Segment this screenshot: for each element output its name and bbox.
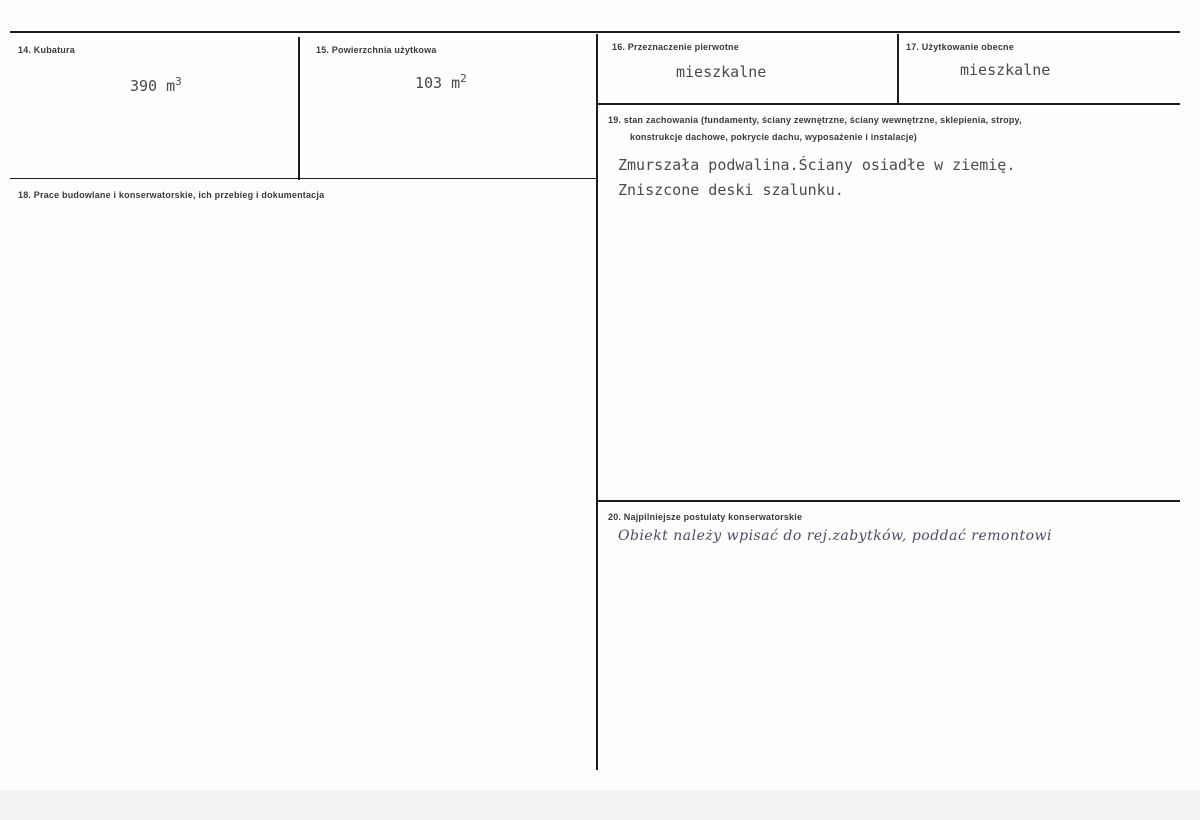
przeznaczenie-label: 16. Przeznaczenie pierwotne [612, 42, 739, 52]
prace-budowlane-label: 18. Prace budowlane i konserwatorskie, ich przebieg i dokumentacja [18, 190, 325, 200]
stan-zachowania-text-line1: Zmurszała podwalina.Ściany osiadłe w ziemię. [618, 156, 1016, 174]
uzytkowanie-label: 17. Użytkowanie obecne [906, 42, 1014, 52]
stan-zachowania-label-line2: konstrukcje dachowe, pokrycie dachu, wyposażenie i instalacje) [630, 132, 917, 142]
rule-below-16-17 [597, 103, 1180, 105]
stan-zachowania-label-line1: 19. stan zachowania (fundamenty, ściany zewnętrzne, ściany wewnętrzne, sklepienia, stropy, [608, 115, 1022, 125]
kubatura-value: 390 $m^3$ [130, 75, 182, 95]
powierzchnia-label: 15. Powierzchnia użytkowa [316, 45, 437, 55]
uzytkowanie-value: mieszkalne [960, 61, 1051, 79]
rule-above-20 [597, 500, 1180, 502]
postulaty-handwritten: Obiekt należy wpisać do rej.zabytków, poddać remontowi [618, 528, 1052, 544]
rule-below-14-15 [10, 178, 597, 179]
scan-margin [0, 790, 1200, 820]
divider-14-15 [298, 37, 300, 180]
stan-zachowania-text-line2: Zniszcone deski szalunku. [618, 181, 844, 199]
kubatura-label: 14. Kubatura [18, 45, 75, 55]
stan-zachowania-label [608, 112, 1128, 146]
divider-16-17 [897, 34, 899, 104]
postulaty-label: 20. Najpilniejsze postulaty konserwatorskie [608, 512, 803, 522]
powierzchnia-value: 103 $m^2$ [415, 72, 467, 92]
przeznaczenie-value: mieszkalne [676, 63, 767, 81]
center-divider [596, 34, 598, 770]
top-rule [10, 31, 1180, 33]
